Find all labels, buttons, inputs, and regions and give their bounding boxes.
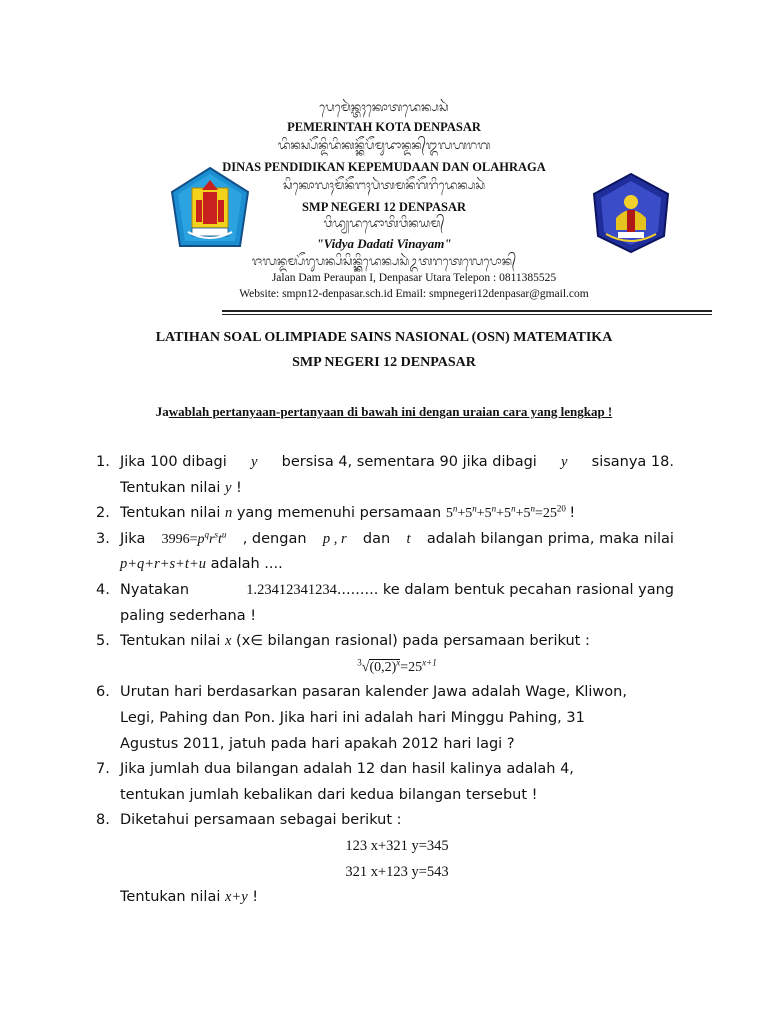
document-subtitle: SMP NEGERI 12 DENPASAR: [292, 355, 476, 370]
question-8: 8. Diketahui persamaan sebagai berikut : 123 x+321 y=345 321 x+123 y=543 Tentukan nilai x+y !: [96, 808, 674, 910]
document-title: LATIHAN SOAL OLIMPIADE SAINS NASIONAL (OSN) MATEMATIKA: [155, 330, 613, 345]
question-2: 2. Tentukan nilai n yang memenuhi persamaan $5^n+5^n+5^n+5^n+5^n=25^{20}$ !: [96, 503, 576, 522]
equation-q8-2: 321 x+123 y=543: [345, 863, 449, 880]
instruction-text: Jawablah pertanyaan-pertanyaan di bawah ini dengan uraian cara yang lengkap !: [155, 404, 613, 419]
balinese-script-line-4: ᬯᬶᬤ᭄ᬬᬤᬤᭀᬢᬶᬯᬶᬦᬬᬫ᭄: [323, 216, 445, 230]
school-website-email: Website: smpn12-denpasar.sch.id Email: smpnegeri12denpasar@gmail.com: [239, 288, 589, 300]
question-6: 6. Urutan hari berdasarkan pasaran kalender Jawa adalah Wage, Kliwon, Legi, Pahing dan Pon. Jika hari ini adalah hari Minggu Pahing, 31 Agustus 2011, jatuh pada hari apakah 2012 hari lagi ?: [96, 684, 627, 752]
balinese-script-line-5: ᬚᬮᬦ᭄ᬤᬫ᭄ᬧᭂᬭᬸᬧᬦ᭄ᬧᬶᬲᬶᬦ᭄ᬕ᭄ᬓᬶᬤᬾᬦ᭄ᬧᬲᬃᬉᬢᬭᬢᬾᬮᬾᬧᭀᬦ᭄: [251, 254, 517, 268]
question-7: 7. Jika jumlah dua bilangan adalah 12 dan hasil kalinya adalah 4, tentukan jumlah kebalikan dari kedua bilangan tersebut !: [96, 761, 574, 803]
department-name: DINAS PENDIDIKAN KEPEMUDAAN DAN OLAHRAGA: [222, 160, 546, 174]
question-4: 4. Nyatakan 1.23412341234 ......... ke dalam bentuk pecahan rasional yang paling sederhana !: [96, 581, 674, 624]
question-5: 5. Tentukan nilai x (x∈ bilangan rasional) pada persamaan berikut :: [96, 633, 590, 650]
question-list: [96, 450, 674, 911]
school-name: SMP NEGERI 12 DENPASAR: [301, 200, 467, 214]
equation-q8-1: 123 x+321 y=345: [345, 837, 449, 854]
equation-q2: $5^n+5^n+5^n+5^n+5^n=25^{20}$: [445, 503, 566, 522]
balinese-script-line-2: ᬤᬶᬦᬲ᭄ᬧᭂᬦ᭄ᬤᬶᬤᬶᬓᬦ᭄ᬓᭂᬧᭂᬫᬸᬤᬵᬦ᭄ᬤᬦ᭄ᬑᬮᬳᬭᬕ: [277, 138, 491, 152]
school-motto: "Vidya Dadati Vinayam": [316, 236, 452, 251]
equation-q3: $3996=p^qr^st^u$: [161, 529, 227, 547]
letterhead-divider-thin: [222, 314, 712, 315]
balinese-script-line-3: ᬲᬶᬓᭀᬮᬄᬫᭂᬦᭂᬗᬄᬧᬃᬢᬫᬦᭂᬕᭂᬭᬶᬤᬾᬦ᭄ᬧᬲᬃ: [282, 178, 486, 192]
school-address: Jalan Dam Peraupan I, Denpasar Utara Telepon : 0811385525: [271, 272, 557, 284]
question-1: 1. Jika 100 dibagi y bersisa 4, sementara 90 jika dibagi y sisanya 18. Tentukan nilai y !: [96, 454, 674, 496]
equation-q5: $^3√(0,2)^x=25^{x+1}$: [357, 657, 437, 675]
question-3: 3. Jika $3996=p^qr^st^u$ , dengan p , r dan t adalah bilangan prima, maka nilai p+q+r+s+t+u adalah ....: [96, 527, 674, 578]
letterhead-divider-thick: [222, 310, 712, 312]
balinese-script-line-1: ᬧᬾᬫᬾᬃᬦ᭄ᬢᬄᬓᭀᬢᬤᬾᬦ᭄ᬧᬲᬃ: [319, 100, 449, 114]
letterhead: [0, 96, 768, 316]
government-name: PEMERINTAH KOTA DENPASAR: [287, 120, 481, 134]
